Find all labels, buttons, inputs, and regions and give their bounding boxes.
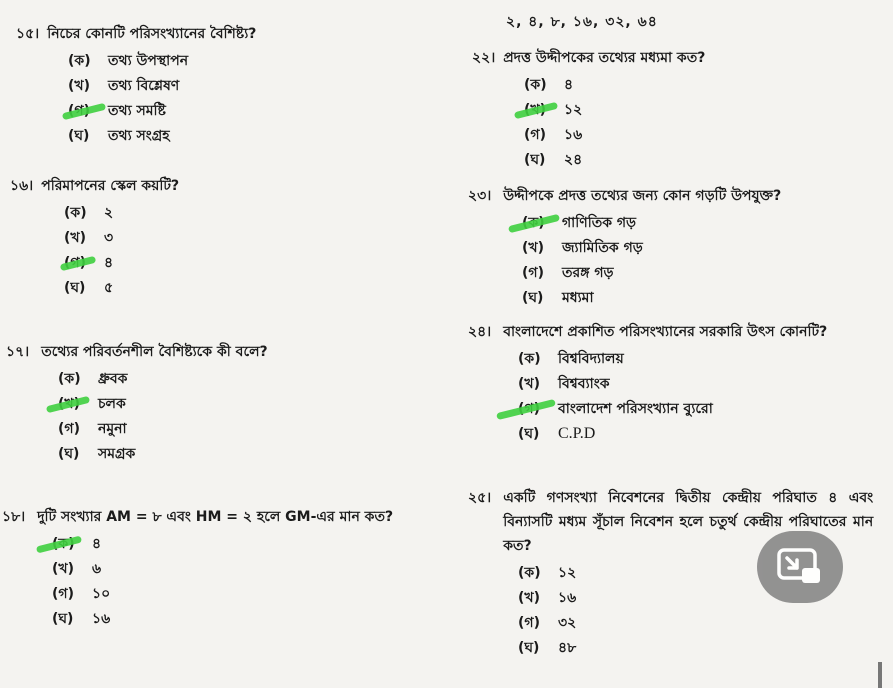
option-label: (খ) (68, 77, 90, 94)
option-marked (524, 97, 893, 122)
option (518, 610, 893, 635)
option-text: জ্যামিতিক গড় (562, 239, 643, 256)
option-text: ১২ (564, 101, 583, 118)
option (64, 225, 440, 250)
option (58, 366, 440, 391)
option (58, 441, 440, 466)
option (524, 122, 893, 147)
option-label: (ঘ) (64, 279, 86, 296)
question-15 (0, 22, 440, 148)
option-text: ৪৮ (558, 639, 577, 656)
option-text: ১৬ (558, 589, 577, 606)
option-label: (ঘ) (52, 610, 74, 627)
option-text: তথ্য সমষ্টি (108, 102, 166, 119)
option-label: (ক) (58, 370, 81, 387)
option (52, 581, 440, 606)
question-number: ১৮। (2, 509, 26, 525)
option-label: (গ) (518, 614, 540, 631)
option-label: (গ) (52, 585, 74, 602)
option-label: (ক) (518, 564, 541, 581)
option (524, 147, 893, 172)
option-text: ১২ (558, 564, 577, 581)
option (518, 585, 893, 610)
option-text: ৬ (92, 560, 102, 577)
scrollbar[interactable] (878, 662, 882, 688)
question-text: নিচের কোনটি পরিসংখ্যানের বৈশিষ্ট্য? (47, 26, 257, 42)
stimulus-sequence: ২, ৪, ৮, ১৬, ৩২, ৬৪ (506, 14, 658, 30)
question-number: ২৩। (468, 188, 492, 204)
option (64, 275, 440, 300)
question-text: উদ্দীপকে প্রদত্ত তথ্যের জন্য কোন গড়টি উপযুক্ত? (503, 188, 782, 204)
option-label: (ঘ) (68, 127, 90, 144)
question-17 (0, 340, 440, 466)
option-text: বাংলাদেশ পরিসংখ্যান ব্যুরো (558, 400, 713, 417)
option-text: বিশ্ববিদ্যালয় (558, 350, 624, 367)
question-text: বাংলাদেশে প্রকাশিত পরিসংখ্যানের সরকারি উৎস কোনটি? (503, 324, 828, 340)
question-text: দুটি সংখ্যার AM = ৮ এবং HM = ২ হলে GM-এর মান কত? (37, 509, 394, 525)
question-text: একটি গণসংখ্যা নিবেশনের দ্বিতীয় কেন্দ্রীয় পরিঘাত ৪ এবং বিন্যাসটি মধ্যম সূঁচাল নিবেশন হলে চতুর্থ কেন্দ্রীয় পরিঘাতের মান কত? (503, 490, 874, 554)
option-text: ৫ (104, 279, 114, 296)
option-text: ৪ (92, 535, 102, 552)
option-label: (খ) (64, 229, 86, 246)
option-label: (খ) (518, 375, 540, 392)
picture-in-picture-icon (776, 547, 824, 587)
option-text: ৩ (104, 229, 114, 246)
option (522, 235, 893, 260)
option (68, 73, 440, 98)
option-text: মধ্যমা (562, 289, 594, 306)
option (522, 285, 893, 310)
option-text: ২ (104, 204, 114, 221)
option-marked (58, 391, 440, 416)
option-label: (খ) (518, 589, 540, 606)
option-label: (গ) (58, 420, 80, 437)
option (68, 123, 440, 148)
option-label: (ক) (68, 52, 91, 69)
option-text: ১০ (92, 585, 111, 602)
option-label: (খ) (522, 239, 544, 256)
option-text: ৪ (564, 76, 574, 93)
option (524, 72, 893, 97)
question-text: প্রদত্ত উদ্দীপকের তথ্যের মধ্যমা কত? (503, 50, 706, 66)
option-text: ৩২ (558, 614, 577, 631)
option-label: (ক) (518, 350, 541, 367)
question-24 (468, 320, 893, 446)
option-marked (68, 98, 440, 123)
option-text: তরঙ্গ গড় (562, 264, 614, 281)
picture-in-picture-button[interactable] (757, 531, 843, 603)
option-text: বিশ্বব্যাংক (558, 375, 610, 392)
option-text: ৪ (104, 254, 114, 271)
option (518, 421, 893, 446)
option-marked (518, 396, 893, 421)
option-text: C.P.D (558, 424, 596, 442)
question-22 (468, 46, 893, 172)
option (518, 346, 893, 371)
option-marked (52, 531, 440, 556)
option (68, 48, 440, 73)
option-text: তথ্য সংগ্রহ (108, 127, 170, 144)
option-text: ২৪ (564, 151, 583, 168)
option-label: (গ) (524, 126, 546, 143)
option (52, 606, 440, 631)
question-number: ২৫। (468, 490, 492, 506)
option-label: (ঘ) (524, 151, 546, 168)
option-text: সমগ্রক (98, 445, 136, 462)
option-label: (ঘ) (518, 639, 540, 656)
option-label: (গ) (522, 264, 544, 281)
option-marked (522, 210, 893, 235)
option-label: (ঘ) (58, 445, 80, 462)
question-23 (468, 184, 893, 310)
option-label: (ঘ) (522, 289, 544, 306)
question-text: পরিমাপনের স্কেল কয়টি? (41, 178, 180, 194)
option-text: তথ্য উপস্থাপন (108, 52, 189, 69)
question-number: ১৬। (10, 178, 34, 194)
question-number: ২৪। (468, 324, 492, 340)
question-number: ২২। (472, 50, 496, 66)
option-text: চলক (98, 395, 126, 412)
question-number: ১৭। (6, 344, 30, 360)
question-number: ১৫। (16, 26, 40, 42)
option (522, 260, 893, 285)
question-text: তথ্যের পরিবর্তনশীল বৈশিষ্ট্যকে কী বলে? (41, 344, 268, 360)
option (58, 416, 440, 441)
option-label: (খ) (52, 560, 74, 577)
question-18 (0, 505, 440, 631)
option-label: (ক) (524, 76, 547, 93)
option (64, 200, 440, 225)
option-label: (ক) (64, 204, 87, 221)
option-text: গাণিতিক গড় (562, 214, 637, 231)
option-text: ১৬ (564, 126, 583, 143)
option (52, 556, 440, 581)
option (518, 635, 893, 660)
option-label: (ঘ) (518, 425, 540, 442)
option-text: নমুনা (98, 420, 127, 437)
option-text: তথ্য বিশ্লেষণ (108, 77, 180, 94)
option (518, 371, 893, 396)
question-16 (0, 174, 440, 300)
option-text: ধ্রুবক (98, 370, 128, 387)
option-marked (64, 250, 440, 275)
option-text: ১৬ (92, 610, 111, 627)
